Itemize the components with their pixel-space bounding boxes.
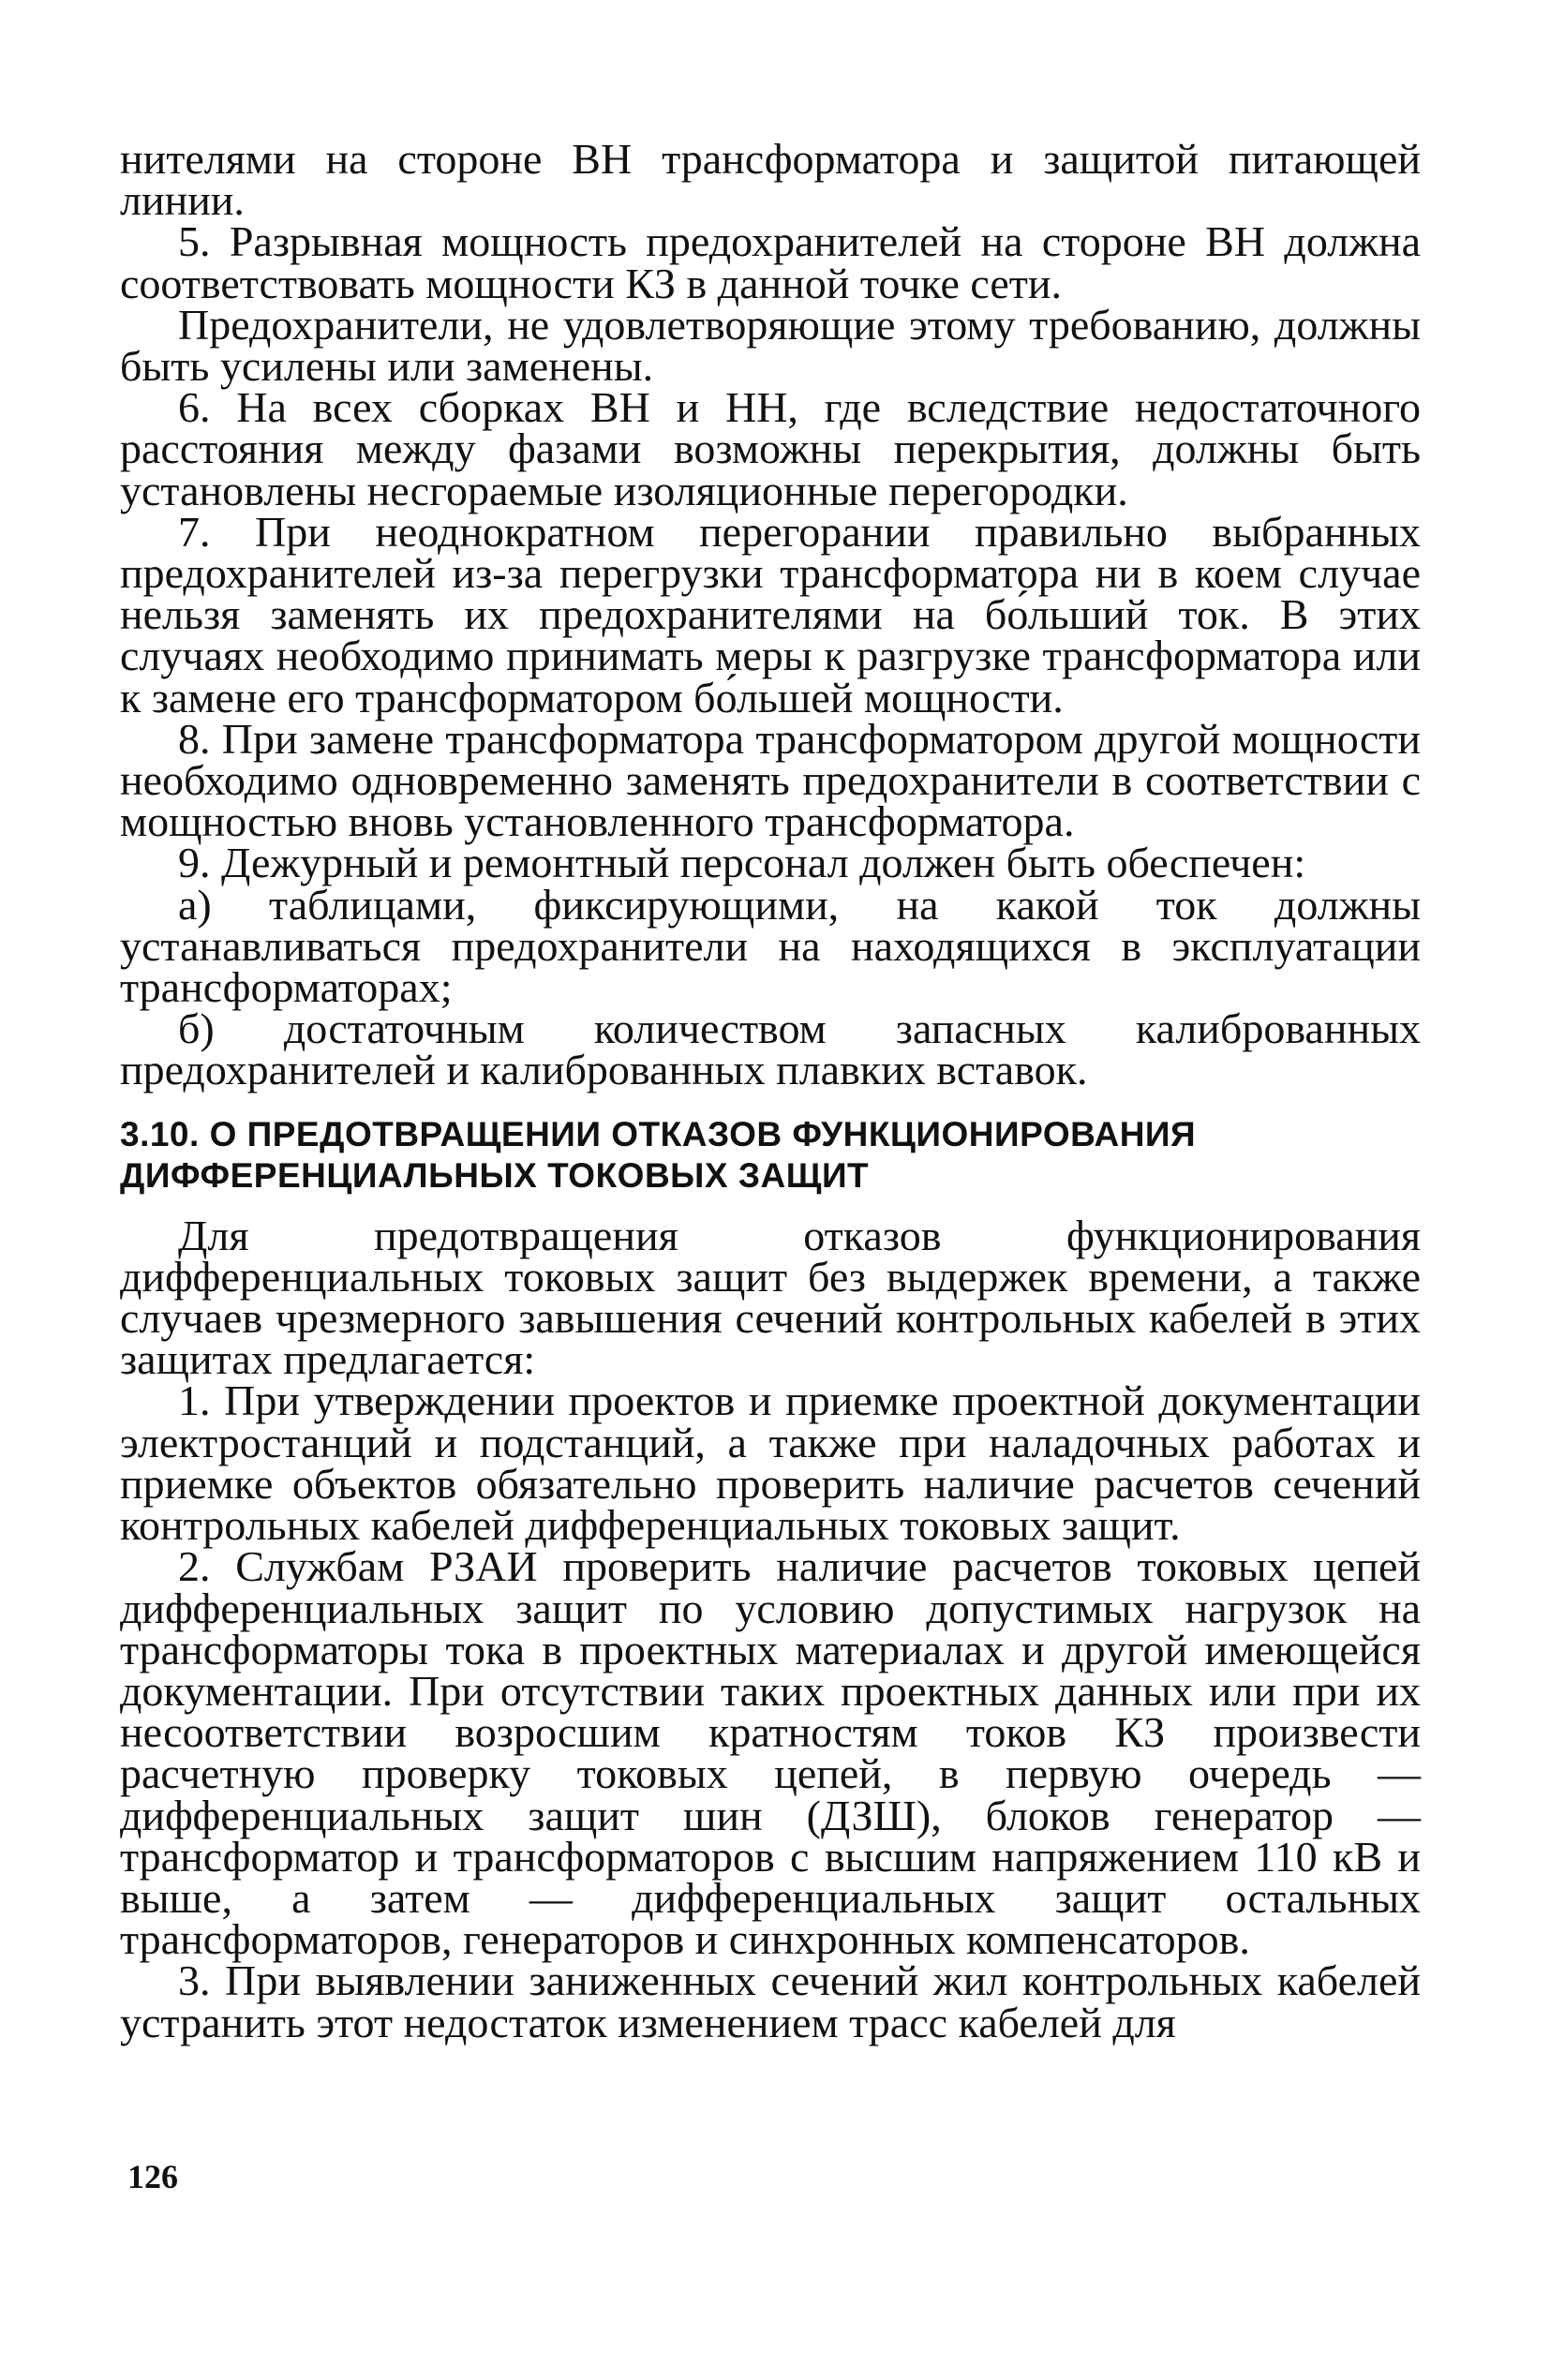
- paragraph: 5. Разрывная мощность предохранителей на стороне ВН должна соответствовать мощности КЗ в данной точке сети.: [120, 217, 1421, 307]
- page-content: [120, 135, 1421, 2046]
- text-block-before: [120, 135, 1421, 1094]
- paragraph: Предохранители, не удовлетворяющие этому требованию, должны быть усилены или заменены.: [120, 300, 1421, 391]
- paragraph: 6. На всех сборках ВН и НН, где вследствие недостаточного расстояния между фазами возможны перекрытия, должны быть установлены несгораемые изоляционные перегородки.: [120, 383, 1421, 514]
- paragraph: нителями на стороне ВН трансформатора и защитой питающей линии.: [120, 135, 1421, 225]
- paragraph: 7. При неоднократном перегорании правильно выбранных предохранителей из-за перегрузки трансформатора ни в коем случае нельзя заменять их предохранителями на бо́льший ток. В этих случаях необходимо принимать меры к разгрузке трансформатора или к замене его трансформатором бо́льшей мощности.: [120, 507, 1421, 721]
- paragraph: Для предотвращения отказов функционирования дифференциальных токовых защит без выдержек времени, а также случаев чрезмерного завышения сечений контрольных кабелей в этих защитах предлагается:: [120, 1211, 1421, 1384]
- paragraph: 3. При выявлении заниженных сечений жил контрольных кабелей устранить этот недостаток изменением трасс кабелей для: [120, 1956, 1421, 2046]
- paragraph: 8. При замене трансформатора трансформатором другой мощности необходимо одновременно заменять предохранители в соответствии с мощностью вновь установленного трансформатора.: [120, 714, 1421, 846]
- text-block-after: [120, 1211, 1421, 2046]
- list-item: б) достаточным количеством запасных калиброванных предохранителей и калиброванных плавких вставок.: [120, 1004, 1421, 1094]
- list-item: а) таблицами, фиксирующими, на какой ток должны устанавливаться предохранители на находящихся в эксплуатации трансформаторах;: [120, 880, 1421, 1012]
- paragraph: 9. Дежурный и ремонтный персонал должен быть обеспечен:: [178, 839, 1306, 887]
- page-number: 126: [127, 2158, 178, 2195]
- section-heading: 3.10. О ПРЕДОТВРАЩЕНИИ ОТКАЗОВ ФУНКЦИОНИРОВАНИЯ ДИФФЕРЕНЦИАЛЬНЫХ ТОКОВЫХ ЗАЩИТ: [120, 1114, 1197, 1195]
- paragraph: 2. Службам РЗАИ проверить наличие расчетов токовых цепей дифференциальных защит по условию допустимых нагрузок на трансформаторы тока в проектных материалах и другой имеющейся документации. При отсутствии таких проектных данных или при их несоответствии возросшим кратностям токов КЗ произвести расчетную проверку токовых цепей, в первую очередь — дифференциальных защит шин (ДЗШ), блоков генератор — трансформатор и трансформаторов с высшим напряжением 110 кВ и выше, а затем — дифференциальных защит остальных трансформаторов, генераторов и синхронных компенсаторов.: [120, 1542, 1421, 1964]
- paragraph: 1. При утверждении проектов и приемке проектной документации электростанций и подстанций, а также при наладочных работах и приемке объектов обязательно проверить наличие расчетов сечений контрольных кабелей дифференциальных токовых защит.: [120, 1376, 1421, 1550]
